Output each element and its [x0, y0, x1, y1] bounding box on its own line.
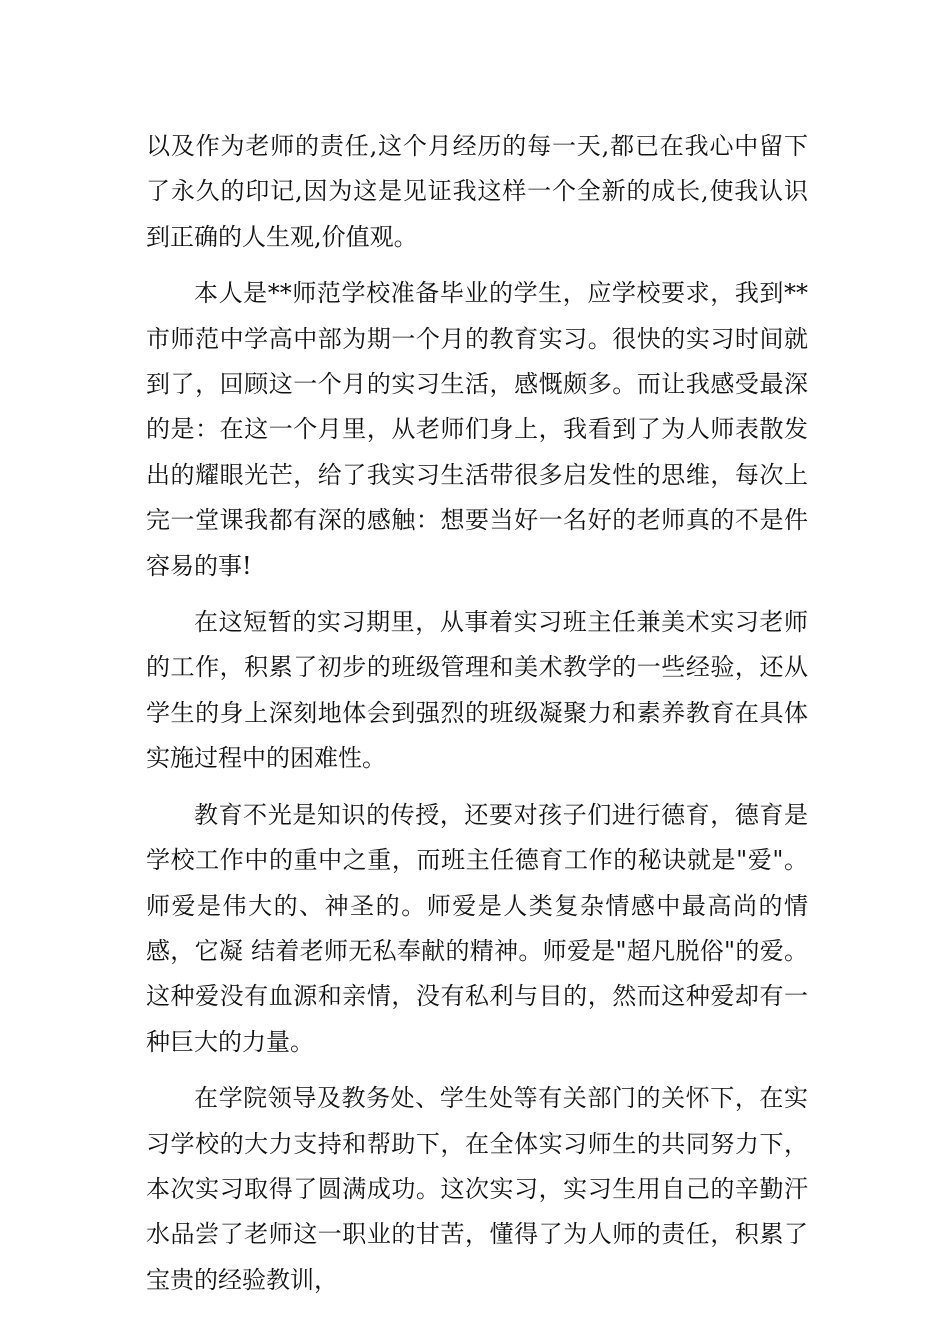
paragraph-2: 本人是**师范学校准备毕业的学生，应学校要求，我到**市师范中学高中部为期一个月的教育实习。很快的实习时间就到了，回顾这一个月的实习生活，感慨颇多。而让我感受最深的是：在这一个月里，从老师们身上，我看到了为人师表散发出的耀眼光芒，给了我实习生活带很多启发性的思维，每次上完一堂课我都有深的感触：想要当好一名好的老师真的不是件容易的事! — [146, 279, 808, 580]
document-body — [146, 124, 808, 1314]
paragraph-5: 在学院领导及教务处、学生处等有关部门的关怀下，在实习学校的大力支持和帮助下，在全体实习师生的共同努力下，本次实习取得了圆满成功。这次实习，实习生用自己的辛勤汗水品尝了老师这一职业的甘苦，懂得了为人师的责任，积累了宝贵的经验教训， — [146, 1084, 808, 1294]
paragraph-3: 在这短暂的实习期里，从事着实习班主任兼美术实习老师的工作，积累了初步的班级管理和美术教学的一些经验，还从学生的身上深刻地体会到强烈的班级凝聚力和素养教育在具体实施过程中的困难性。 — [146, 608, 808, 773]
paragraph-1: 以及作为老师的责任,这个月经历的每一天,都已在我心中留下了永久的印记,因为这是见证我这样一个全新的成长,使我认识到正确的人生观,价值观。 — [146, 132, 808, 251]
paragraph-4: 教育不光是知识的传授，还要对孩子们进行德育，德育是学校工作中的重中之重，而班主任德育工作的秘诀就是"爱"。师爱是伟大的、神圣的。师爱是人类复杂情感中最高尚的情感，它凝 结着老师无私奉献的精神。师爱是"超凡脱俗"的爱。这种爱没有血源和亲情，没有私利与目的，然而这种爱却有一种巨大的力量。 — [146, 800, 808, 1056]
